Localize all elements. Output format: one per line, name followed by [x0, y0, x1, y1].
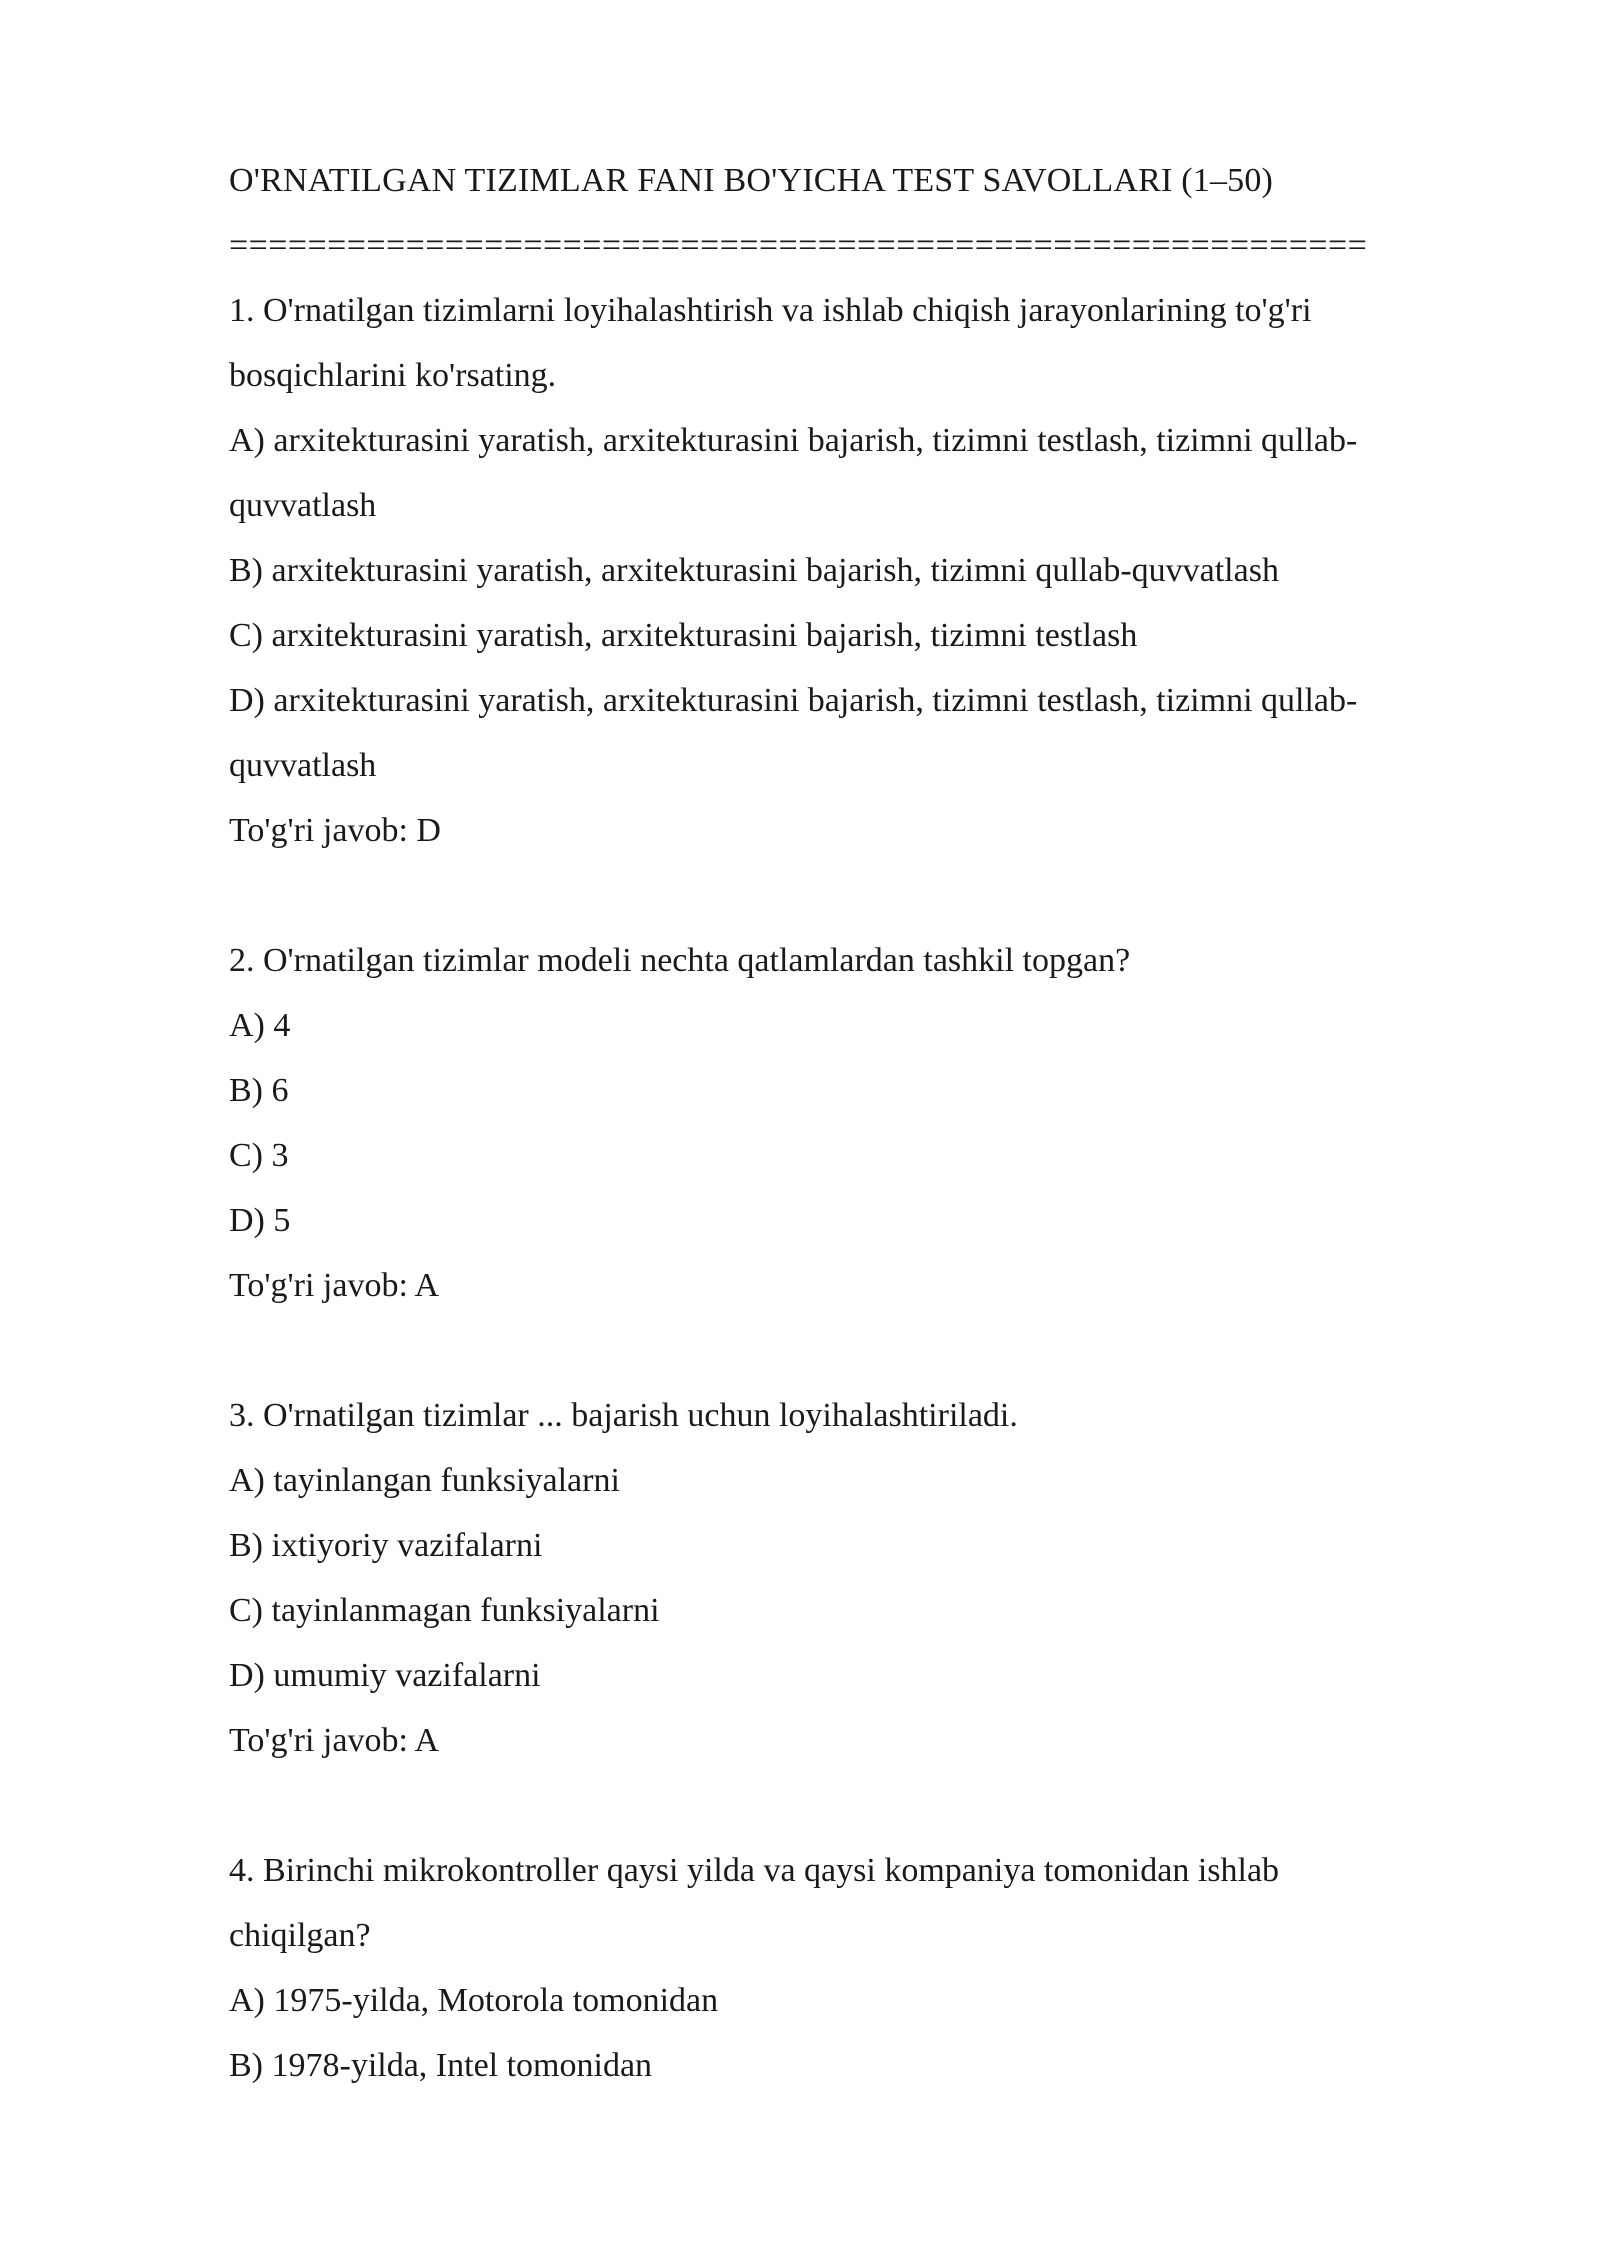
question-text: chiqilgan? — [229, 1917, 371, 1954]
question-text: 4. Birinchi mikrokontroller qaysi yilda va qaysi kompaniya tomonidan ishlab — [229, 1852, 1280, 1889]
option-b: B) ixtiyoriy vazifalarni — [229, 1527, 543, 1564]
option-d: D) 5 — [229, 1202, 291, 1239]
document-page — [229, 148, 1509, 2098]
option-c: C) arxitekturasini yaratish, arxitekturasini bajarish, tizimni testlash — [229, 617, 1138, 654]
option-a-continued: quvvatlash — [229, 487, 377, 524]
question-text: bosqichlarini ko'rsating. — [229, 357, 557, 394]
option-a: A) 1975-yilda, Motorola tomonidan — [229, 1982, 719, 2019]
option-d: D) arxitekturasini yaratish, arxitekturasini bajarish, tizimni testlash, tizimni qullab- — [229, 682, 1358, 719]
option-b: B) 6 — [229, 1072, 289, 1109]
option-c: C) tayinlanmagan funksiyalarni — [229, 1592, 660, 1629]
correct-answer: To'g'ri javob: A — [229, 1722, 440, 1759]
option-c: C) 3 — [229, 1137, 289, 1174]
correct-answer: To'g'ri javob: A — [229, 1267, 440, 1304]
question-1 — [229, 278, 1509, 863]
correct-answer: To'g'ri javob: D — [229, 812, 441, 849]
question-2 — [229, 928, 1509, 1318]
question-3 — [229, 1383, 1509, 1773]
option-b: B) 1978-yilda, Intel tomonidan — [229, 2047, 653, 2084]
title-separator: ========================================================== — [229, 227, 1368, 264]
option-a: A) 4 — [229, 1007, 291, 1044]
option-b: B) arxitekturasini yaratish, arxitekturasini bajarish, tizimni qullab-quvvatlash — [229, 552, 1279, 589]
option-d: D) umumiy vazifalarni — [229, 1657, 541, 1694]
option-a: A) arxitekturasini yaratish, arxitekturasini bajarish, tizimni testlash, tizimni qullab- — [229, 422, 1358, 459]
option-a: A) tayinlangan funksiyalarni — [229, 1462, 620, 1499]
option-d-continued: quvvatlash — [229, 747, 377, 784]
question-text: 3. O'rnatilgan tizimlar ... bajarish uchun loyihalashtiriladi. — [229, 1397, 1018, 1434]
question-4 — [229, 1838, 1509, 2098]
question-text: 1. O'rnatilgan tizimlarni loyihalashtirish va ishlab chiqish jarayonlarining to'g'ri — [229, 292, 1312, 329]
document-title: O'RNATILGAN TIZIMLAR FANI BO'YICHA TEST SAVOLLARI (1–50) — [229, 162, 1274, 199]
question-text: 2. O'rnatilgan tizimlar modeli nechta qatlamlardan tashkil topgan? — [229, 942, 1131, 979]
